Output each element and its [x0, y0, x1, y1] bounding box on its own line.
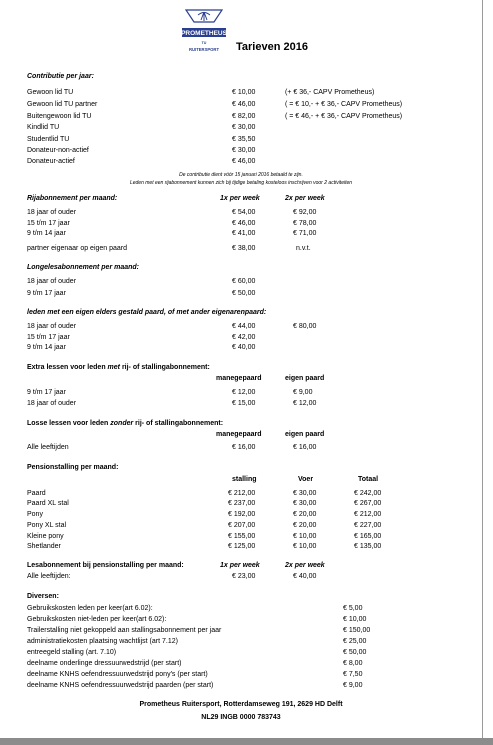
prometheus-logo — [180, 6, 228, 54]
table-row: Studentlid TU € 35,50 — [27, 136, 256, 143]
table-row: Gewoon lid TU € 10,00 (+ € 36,- CAPV Prometheus) — [27, 89, 375, 96]
extralessen-heading: Extra lessen voor leden met rij- of stallingabonnement: — [27, 364, 210, 371]
lesabonnement-heading: Lesabonnement bij pensionstalling per maand: 1x per week 2x per week — [27, 562, 325, 569]
page-title: Tarieven 2016 — [236, 41, 308, 53]
activities-note: Leden met een rijabonnement kunnen zich bij tijdige betaling kosteloos inschrijven voor 2 activiteiten — [129, 180, 353, 186]
table-row: Buitengewoon lid TU € 82,00 ( = € 46,- + € 36,- CAPV Prometheus) — [27, 113, 403, 120]
table-row: Trailerstalling niet gekoppeld aan stallingsabonnement per jaar € 150,00 — [27, 627, 371, 634]
table-row: Donateur-actief € 46,00 — [27, 158, 256, 165]
table-row: Pony XL stal € 207,00 € 20,00 € 227,00 — [27, 522, 382, 529]
contributie-heading: Contributie per jaar: — [27, 73, 94, 80]
table-row: 9 t/m 14 jaar € 40,00 — [27, 344, 256, 351]
table-row: 18 jaar of ouder € 15,00 € 12,00 — [27, 400, 317, 407]
table-row: 9 t/m 17 jaar € 50,00 — [27, 290, 256, 297]
pensionstalling-columns: stalling Voer Totaal — [232, 476, 379, 483]
table-row: 18 jaar of ouder € 54,00 € 92,00 — [27, 209, 317, 216]
losselessen-heading: Losse lessen voor leden zonder rij- of stallingabonnement: — [27, 420, 224, 427]
table-row: Gebruikskosten leden per keer(art 6.02): € 5,00 — [27, 605, 363, 612]
table-row: 9 t/m 17 jaar € 12,00 € 9,00 — [27, 389, 313, 396]
page-margin — [483, 0, 493, 738]
losselessen-columns: manegepaard eigen paard — [216, 431, 325, 438]
table-row: Kindlid TU € 30,00 — [27, 124, 256, 131]
rijabonnement-heading: Rijabonnement per maand: 1x per week 2x per week — [27, 195, 325, 202]
logo-top-text: PROMETHEUS — [181, 30, 227, 37]
table-row: deelname KNHS oefendressuurwedstrijd paarden (per start) € 9,00 — [27, 682, 363, 689]
bottom-edge — [0, 738, 493, 745]
footer-bank: NL29 INGB 0000 783743 — [201, 714, 281, 721]
table-row: 9 t/m 14 jaar € 41,00 € 71,00 — [27, 230, 317, 237]
table-row: Paard XL stal € 237,00 € 30,00 € 267,00 — [27, 500, 382, 507]
table-row: Alle leeftijden: € 23,00 € 40,00 — [27, 573, 317, 580]
extralessen-columns: manegepaard eigen paard — [216, 375, 325, 382]
table-row: partner eigenaar op eigen paard € 38,00 n.v.t. — [27, 245, 311, 252]
table-row: Pony € 192,00 € 20,00 € 212,00 — [27, 511, 382, 518]
table-row: 18 jaar of ouder € 60,00 — [27, 278, 256, 285]
logo-badge-text: TU — [201, 41, 207, 45]
table-row: Kleine pony € 155,00 € 10,00 € 165,00 — [27, 533, 382, 540]
table-row: entreegeld stalling (art. 7.10) € 50,00 — [27, 649, 367, 656]
pensionstalling-heading: Pensionstalling per maand: — [27, 464, 119, 471]
logo-bottom-text: RUITERSPORT — [188, 47, 220, 52]
table-row: Gebruikskosten niet-leden per keer(art 6.02): € 10,00 — [27, 616, 367, 623]
table-row: administratiekosten plaatsing wachtlijst (art 7.12) € 25,00 — [27, 638, 367, 645]
table-row: 15 t/m 17 jaar € 46,00 € 78,00 — [27, 220, 317, 227]
table-row: Paard € 212,00 € 30,00 € 242,00 — [27, 490, 382, 497]
table-row: Shetlander € 125,00 € 10,00 € 135,00 — [27, 543, 382, 550]
table-row: Donateur-non-actief € 30,00 — [27, 147, 256, 154]
eigenpaard-heading: leden met een eigen elders gestald paard, of met ander eigenarenpaard: — [27, 309, 267, 316]
table-row: Alle leeftijden € 16,00 € 16,00 — [27, 444, 317, 451]
table-row: deelname onderlinge dressuurwedstrijd (per start) € 8,00 — [27, 660, 363, 667]
diversen-heading: Diversen: — [27, 593, 59, 600]
table-row: 15 t/m 17 jaar € 42,00 — [27, 334, 256, 341]
payment-note: De contributie dient vóór 15 januari 2016 betaald te zijn. — [179, 172, 303, 178]
table-row: Gewoon lid TU partner € 46,00 ( = € 10,- + € 36,- CAPV Prometheus) — [27, 101, 403, 108]
table-row: deelname KNHS oefendressuurwedstrijd pony's (per start) € 7,50 — [27, 671, 363, 678]
footer-address: Prometheus Ruitersport, Rotterdamseweg 191, 2629 HD Delft — [139, 701, 343, 708]
longeles-heading: Longelesabonnement per maand: — [27, 264, 140, 271]
table-row: 18 jaar of ouder € 44,00 € 80,00 — [27, 323, 317, 330]
